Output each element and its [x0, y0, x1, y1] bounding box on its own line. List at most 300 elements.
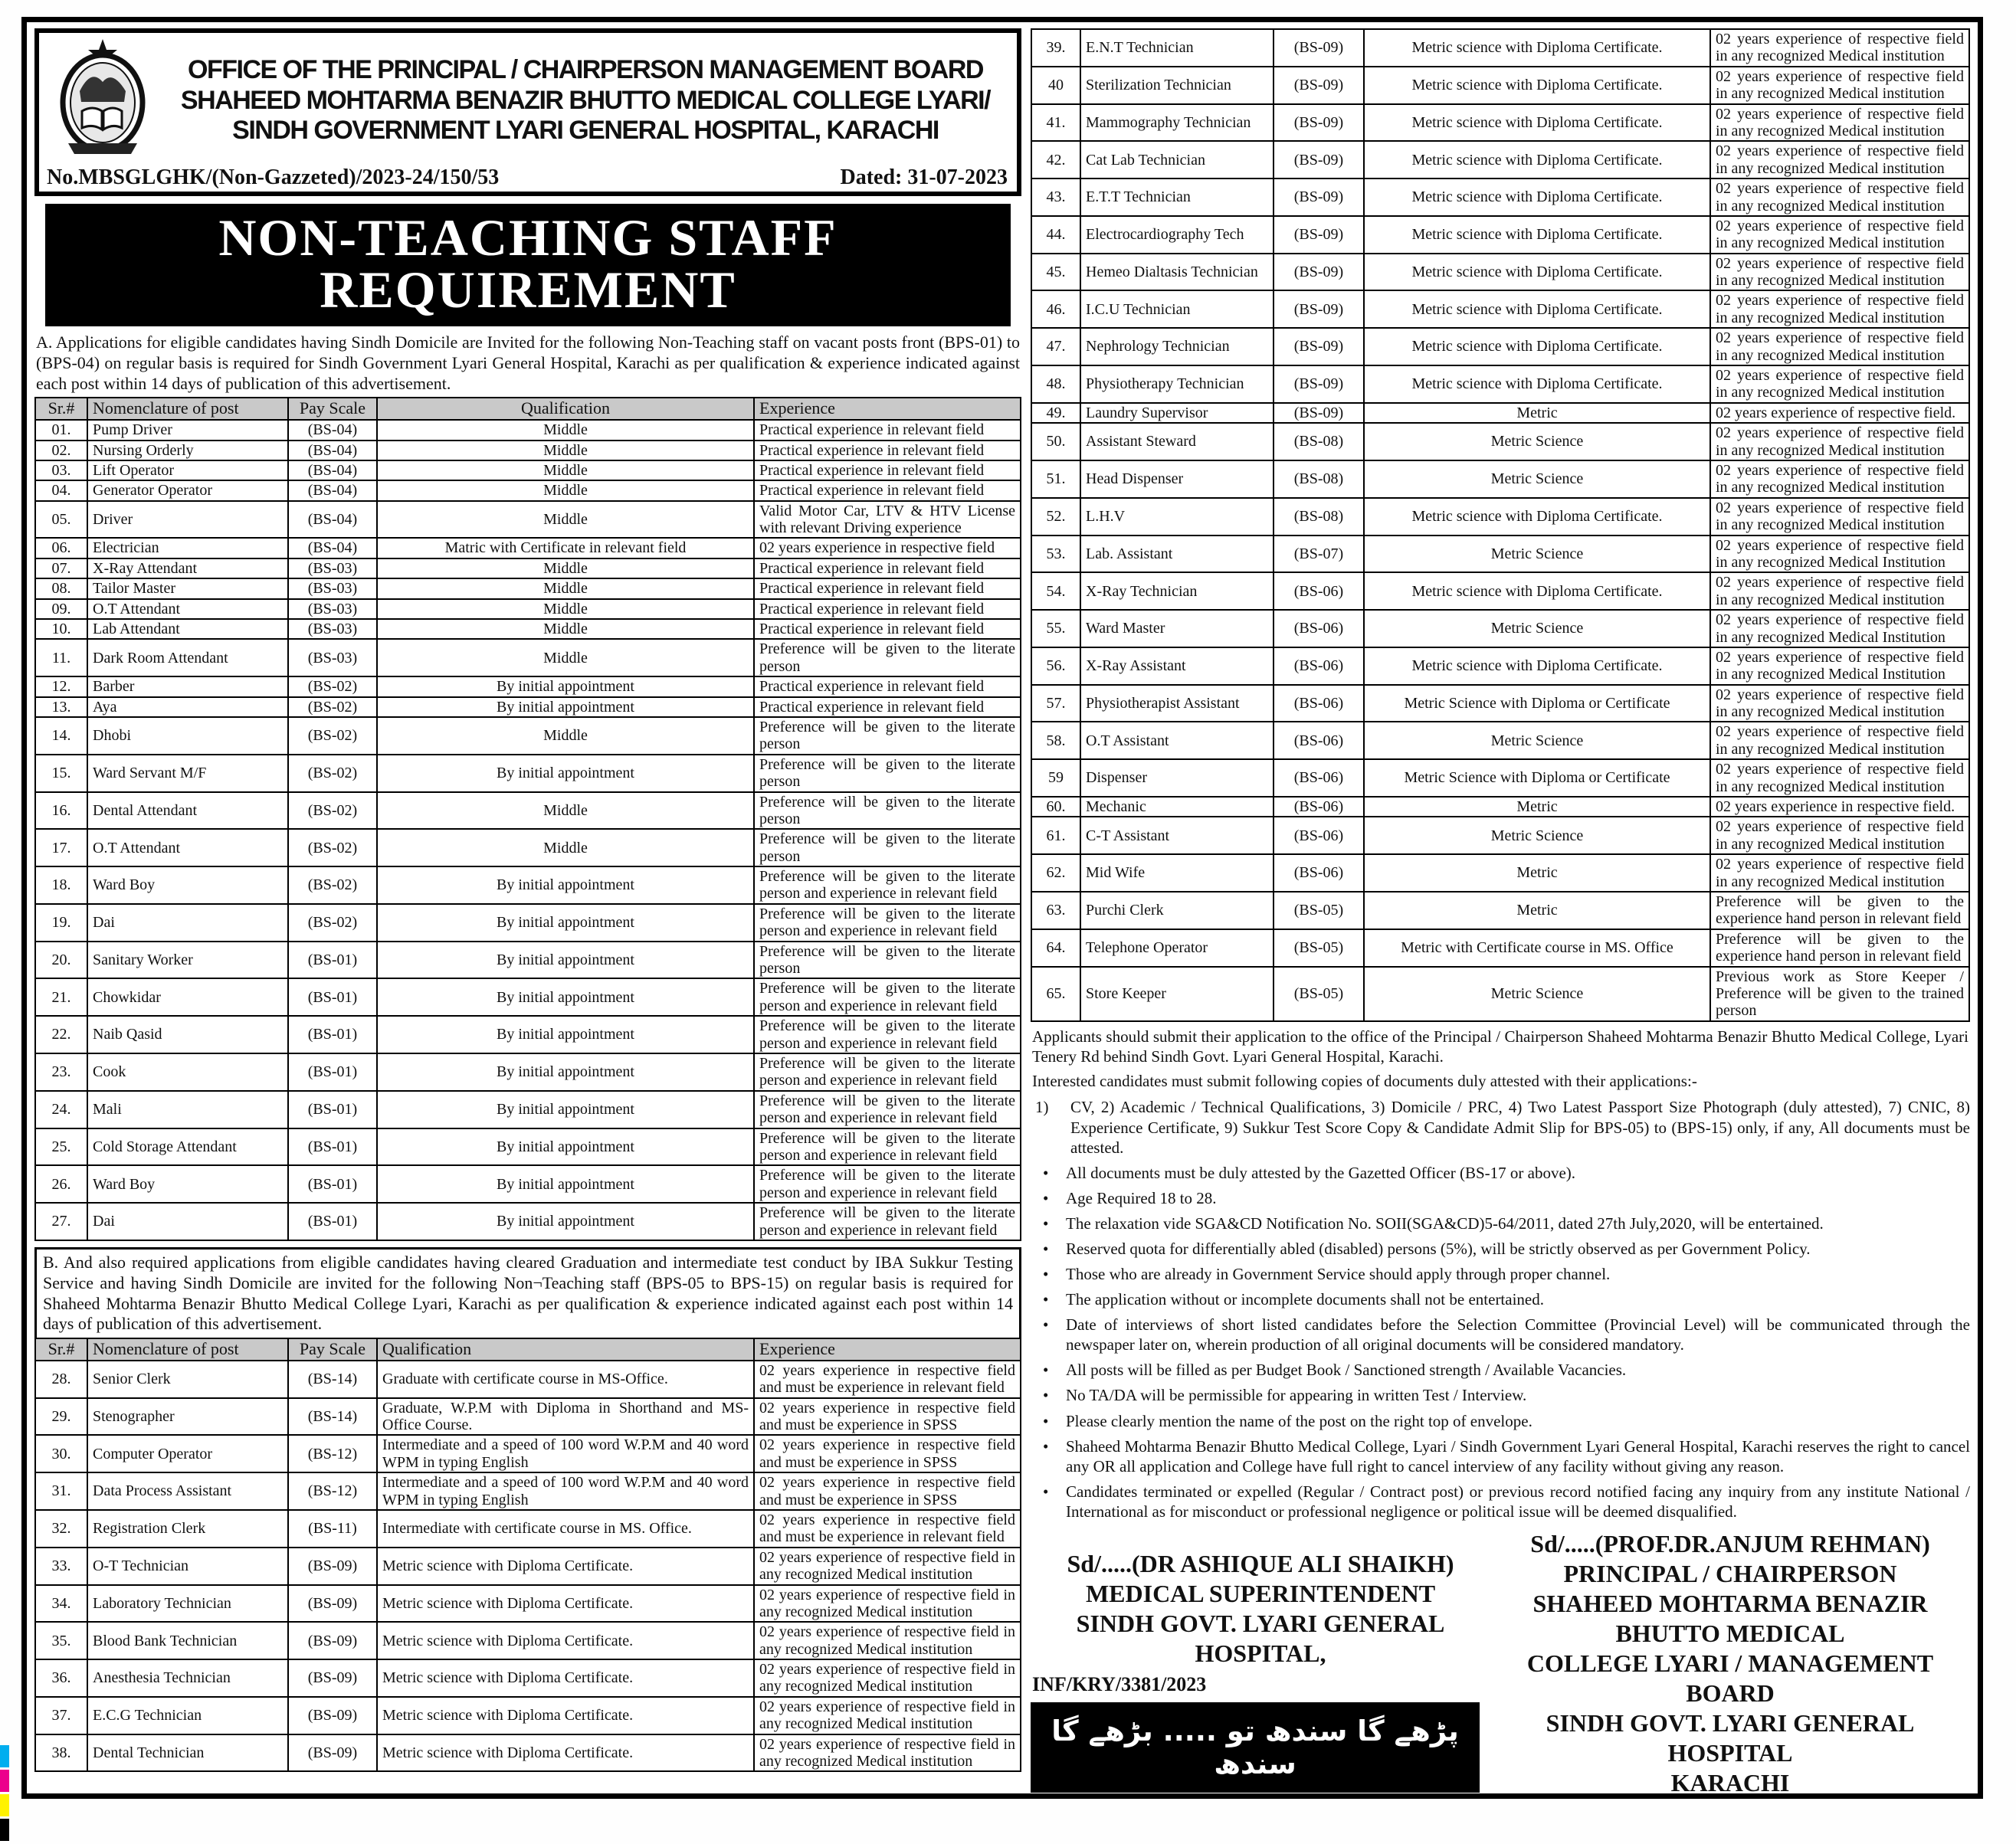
table-cell: 44.	[1031, 216, 1080, 254]
table-cell: 59	[1031, 759, 1080, 797]
signature-section	[1031, 1529, 1970, 1798]
table-cell: (BS-14)	[288, 1398, 377, 1436]
table-cell: Preference will be given to the literate person	[754, 942, 1021, 979]
table-cell: (BS-09)	[1274, 179, 1364, 216]
table-cell: Preference will be given to the literate person and experience in relevant field	[754, 1203, 1021, 1240]
left-column	[34, 28, 1021, 1787]
table-cell: I.C.U Technician	[1080, 290, 1274, 328]
table-cell: (BS-01)	[288, 1165, 377, 1203]
table-cell: 32.	[35, 1510, 87, 1548]
table-cell: 06.	[35, 538, 87, 558]
table-row	[1031, 722, 1969, 759]
table-cell: (BS-02)	[288, 829, 377, 866]
signature-line: SHAHEED MOHTARMA BENAZIR	[1532, 1589, 1928, 1617]
table-cell: (BS-02)	[288, 697, 377, 717]
table-cell: E.N.T Technician	[1080, 29, 1274, 67]
table-row	[35, 1361, 1021, 1398]
right-column	[1031, 28, 1970, 1797]
table-cell: By initial appointment	[377, 1016, 754, 1053]
office-title-line: OFFICE OF THE PRINCIPAL / CHAIRPERSON MANAGEMENT BOARD	[188, 55, 983, 85]
posts-table-b	[34, 1338, 1021, 1772]
table-cell: Preference will be given to the experience hand person in relevant field	[1710, 929, 1969, 967]
table-row	[35, 1091, 1021, 1128]
table-cell: Middle	[377, 639, 754, 676]
table-cell: Middle	[377, 441, 754, 460]
table-cell: Physiotherapy Technician	[1080, 365, 1274, 403]
table-row	[35, 755, 1021, 792]
table-row	[1031, 892, 1969, 929]
table-cell: 17.	[35, 829, 87, 866]
table-cell: Metric	[1364, 854, 1710, 892]
table-cell: Laundry Supervisor	[1080, 403, 1274, 423]
table-row	[1031, 67, 1969, 104]
table-cell: Nursing Orderly	[87, 441, 288, 460]
table-cell: By initial appointment	[377, 942, 754, 979]
table-cell: 14.	[35, 717, 87, 755]
signature-line: KARACHI	[1670, 1768, 1790, 1797]
section-b-intro: B. And also required applications from eligible candidates having cleared Graduation and intermediate test conduct by IBA Sukkur Testing Service and having Sindh Domicile are invited for the following Non¬Teaching staff (BPS-05 to BPS-15) on regular basis is required for Shaheed Mohtarma Benazir Bhutto Medical College Lyari, Karachi as per qualification & experience indicated against each post within 14 days of publication of this advertisement.	[34, 1247, 1021, 1338]
table-cell: Middle	[377, 480, 754, 500]
table-cell: (BS-11)	[288, 1510, 377, 1548]
table-cell: Preference will be given to the literate person and experience in relevant field	[754, 1053, 1021, 1091]
table-cell: 28.	[35, 1361, 87, 1398]
table-cell: Metric science with Diploma Certificate.	[1364, 29, 1710, 67]
table-cell: Stenographer	[87, 1398, 288, 1436]
table-cell: (BS-09)	[1274, 328, 1364, 365]
table-row	[35, 1659, 1021, 1697]
table-cell: Middle	[377, 619, 754, 639]
table-cell: Practical experience in relevant field	[754, 558, 1021, 578]
table-row	[35, 697, 1021, 717]
table-cell: Preference will be given to the literate person	[754, 717, 1021, 755]
table-cell: 02 years experience of respective field in any recognized Medical institution	[754, 1585, 1021, 1623]
table-cell: 54.	[1031, 572, 1080, 610]
table-cell: Metric science with Diploma Certificate.	[1364, 365, 1710, 403]
table-cell: Metric Science with Diploma or Certificate	[1364, 685, 1710, 722]
table-cell: Metric Science	[1364, 722, 1710, 759]
table-cell: Metric	[1364, 892, 1710, 929]
table-cell: 29.	[35, 1398, 87, 1436]
table-cell: 57.	[1031, 685, 1080, 722]
table-cell: 26.	[35, 1165, 87, 1203]
note-bullet: • The relaxation vide SGA&CD Notification No. SOII(SGA&CD)5-64/2011, dated 27th July,2020, will be entertained.	[1031, 1214, 1970, 1233]
table-cell: Practical experience in relevant field	[754, 578, 1021, 598]
table-cell: Assistant Steward	[1080, 423, 1274, 460]
table-cell: Preference will be given to the literate person and experience in relevant field	[754, 1128, 1021, 1166]
table-row	[1031, 572, 1969, 610]
table-cell: By initial appointment	[377, 1203, 754, 1240]
table-cell: By initial appointment	[377, 978, 754, 1016]
table-cell: (BS-04)	[288, 501, 377, 539]
table-cell: Sterilization Technician	[1080, 67, 1274, 104]
table-cell: Intermediate and a speed of 100 word W.P.M and 40 word WPM in typing English	[377, 1435, 754, 1472]
table-cell: (BS-08)	[1274, 460, 1364, 498]
table-cell: Mammography Technician	[1080, 104, 1274, 142]
table-cell: 02 years experience of respective field in any recognized Medical institution	[1710, 572, 1969, 610]
signature-line: MEDICAL SUPERINTENDENT	[1085, 1579, 1436, 1607]
table-cell: 04.	[35, 480, 87, 500]
table-cell: 02 years experience of respective field in any recognized Medical institution	[1710, 759, 1969, 797]
college-crest-logo	[45, 38, 162, 164]
table-row	[1031, 254, 1969, 291]
table-cell: 27.	[35, 1203, 87, 1240]
urdu-slogan-banner: پڑھے گا سندھ تو ..... بڑھے گا سندھ	[1031, 1702, 1480, 1793]
table-cell: Tailor Master	[87, 578, 288, 598]
table-cell: Physiotherapist Assistant	[1080, 685, 1274, 722]
table-cell: (BS-01)	[288, 978, 377, 1016]
table-cell: Metric science with Diploma Certificate.	[377, 1697, 754, 1734]
table-cell: Practical experience in relevant field	[754, 697, 1021, 717]
table-row	[35, 1203, 1021, 1240]
table-cell: 16.	[35, 792, 87, 830]
table-cell: 02 years experience of respective field in any recognized Medical Institution	[1710, 610, 1969, 647]
column-header: Sr.#	[35, 1338, 87, 1361]
table-row	[1031, 647, 1969, 685]
table-cell: 02 years experience of respective field in any recognized Medical institution	[1710, 498, 1969, 536]
table-row	[35, 1510, 1021, 1548]
table-cell: 03.	[35, 460, 87, 480]
table-cell: 18.	[35, 866, 87, 904]
table-cell: Metric science with Diploma Certificate.	[1364, 647, 1710, 685]
table-cell: 01.	[35, 420, 87, 440]
table-row	[35, 1016, 1021, 1053]
table-header-row	[35, 1338, 1021, 1361]
table-cell: Intermediate and a speed of 100 word W.P.M and 40 word WPM in typing English	[377, 1472, 754, 1510]
table-cell: Dental Technician	[87, 1734, 288, 1772]
table-row	[1031, 423, 1969, 460]
table-cell: Metric science with Diploma Certificate.	[1364, 104, 1710, 142]
table-cell: E.T.T Technician	[1080, 179, 1274, 216]
table-cell: Sanitary Worker	[87, 942, 288, 979]
table-cell: 11.	[35, 639, 87, 676]
note-bullet: • Date of interviews of short listed candidates before the Selection Committee (Provincial Level) will be communicated through the newspaper later on, wherein production of all original documents will be considered mandatory.	[1031, 1315, 1970, 1354]
table-cell: Metric Science	[1364, 610, 1710, 647]
table-row	[1031, 536, 1969, 573]
table-cell: Dental Attendant	[87, 792, 288, 830]
interested-paragraph: Interested candidates must submit following copies of documents duly attested with their applications:-	[1032, 1072, 1697, 1091]
table-cell: Middle	[377, 460, 754, 480]
table-cell: 02 years experience of respective field in any recognized Medical institution	[1710, 328, 1969, 365]
table-cell: (BS-09)	[1274, 141, 1364, 179]
table-row	[1031, 290, 1969, 328]
print-registration-marks	[0, 1745, 9, 1843]
table-cell: (BS-06)	[1274, 685, 1364, 722]
table-row	[1031, 216, 1969, 254]
table-cell: Lab Attendant	[87, 619, 288, 639]
table-cell: Cat Lab Technician	[1080, 141, 1274, 179]
table-row	[35, 441, 1021, 460]
table-cell: 02 years experience of respective field in any recognized Medical institution	[1710, 141, 1969, 179]
table-cell: (BS-09)	[288, 1622, 377, 1659]
notes-list	[1031, 1163, 1970, 1521]
table-cell: Metric science with Diploma Certificate.	[377, 1734, 754, 1772]
note-bullet: • The application without or incomplete documents shall not be entertained.	[1031, 1289, 1970, 1309]
table-cell: (BS-06)	[1274, 797, 1364, 817]
table-cell: Middle	[377, 558, 754, 578]
office-title-line: SINDH GOVERNMENT LYARI GENERAL HOSPITAL, KARACHI	[232, 116, 939, 146]
table-cell: Nephrology Technician	[1080, 328, 1274, 365]
table-cell: Laboratory Technician	[87, 1585, 288, 1623]
table-row	[35, 942, 1021, 979]
table-cell: Middle	[377, 420, 754, 440]
title-banner: NON-TEACHING STAFF REQUIREMENT	[45, 204, 1011, 326]
table-cell: (BS-09)	[288, 1697, 377, 1734]
table-cell: 65.	[1031, 967, 1080, 1021]
table-cell: 07.	[35, 558, 87, 578]
table-cell: 45.	[1031, 254, 1080, 291]
table-cell: 02 years experience of respective field in any recognized Medical institution	[1710, 67, 1969, 104]
table-row	[35, 676, 1021, 696]
table-row	[35, 538, 1021, 558]
table-cell: 50.	[1031, 423, 1080, 460]
table-cell: (BS-01)	[288, 1128, 377, 1166]
table-cell: 61.	[1031, 817, 1080, 854]
table-cell: Metric science with Diploma Certificate.	[1364, 572, 1710, 610]
table-cell: Previous work as Store Keeper / Preference will be given to the trained person	[1710, 967, 1969, 1021]
signature-line: COLLEGE LYARI / MANAGEMENT BOARD	[1526, 1649, 1934, 1707]
table-cell: By initial appointment	[377, 1128, 754, 1166]
table-cell: (BS-09)	[1274, 365, 1364, 403]
table-cell: 23.	[35, 1053, 87, 1091]
table-cell: Practical experience in relevant field	[754, 420, 1021, 440]
table-cell: (BS-03)	[288, 599, 377, 619]
column-header: Nomenclature of post	[87, 398, 288, 420]
table-cell: Practical experience in relevant field	[754, 480, 1021, 500]
table-cell: Middle	[377, 829, 754, 866]
table-cell: By initial appointment	[377, 904, 754, 942]
table-cell: Hemeo Dialtasis Technician	[1080, 254, 1274, 291]
table-row	[35, 1053, 1021, 1091]
table-row	[1031, 29, 1969, 67]
note-bullet: • Age Required 18 to 28.	[1031, 1188, 1970, 1208]
table-row	[35, 619, 1021, 639]
table-cell: Registration Clerk	[87, 1510, 288, 1548]
table-cell: 46.	[1031, 290, 1080, 328]
table-cell: 62.	[1031, 854, 1080, 892]
table-cell: Metric science with Diploma Certificate.	[377, 1585, 754, 1623]
table-cell: E.C.G Technician	[87, 1697, 288, 1734]
table-cell: (BS-09)	[1274, 290, 1364, 328]
table-cell: Metric science with Diploma Certificate.	[1364, 179, 1710, 216]
office-title-line: SHAHEED MOHTARMA BENAZIR BHUTTO MEDICAL COLLEGE LYARI/	[180, 85, 991, 115]
table-cell: 02 years experience of respective field in any recognized Medical institution	[754, 1659, 1021, 1697]
table-cell: (BS-08)	[1274, 423, 1364, 460]
table-row	[1031, 967, 1969, 1021]
table-cell: Ward Boy	[87, 1165, 288, 1203]
note-bullet: • Shaheed Mohtarma Benazir Bhutto Medical College, Lyari / Sindh Government Lyari General Hospital, Karachi reserves the right to cancel any OR all application and College have full right to cancel interview of any facility without giving any reason.	[1031, 1436, 1970, 1476]
table-row	[35, 1472, 1021, 1510]
table-cell: (BS-02)	[288, 866, 377, 904]
table-cell: Metric science with Diploma Certificate.	[1364, 254, 1710, 291]
table-row	[1031, 498, 1969, 536]
table-cell: (BS-06)	[1274, 817, 1364, 854]
column-header: Experience	[754, 398, 1021, 420]
table-cell: 42.	[1031, 141, 1080, 179]
table-cell: Metric Science	[1364, 536, 1710, 573]
table-cell: 47.	[1031, 328, 1080, 365]
table-cell: By initial appointment	[377, 866, 754, 904]
table-cell: (BS-06)	[1274, 854, 1364, 892]
table-cell: O.T Attendant	[87, 829, 288, 866]
table-cell: 43.	[1031, 179, 1080, 216]
signature-line: BHUTTO MEDICAL	[1615, 1619, 1845, 1647]
inf-number: INF/KRY/3381/2023	[1032, 1672, 1207, 1695]
table-cell: (BS-03)	[288, 558, 377, 578]
table-cell: 53.	[1031, 536, 1080, 573]
table-cell: O.T Attendant	[87, 599, 288, 619]
table-row	[1031, 759, 1969, 797]
table-cell: 02 years experience of respective field in any recognized Medical institution	[754, 1548, 1021, 1585]
table-cell: 02 years experience of respective field in any recognized Medical institution	[754, 1622, 1021, 1659]
table-cell: Middle	[377, 599, 754, 619]
table-cell: Graduate, W.P.M with Diploma in Shorthand and MS-Office Course.	[377, 1398, 754, 1436]
table-cell: (BS-02)	[288, 676, 377, 696]
table-cell: 37.	[35, 1697, 87, 1734]
table-cell: Ward Master	[1080, 610, 1274, 647]
table-cell: 02 years experience of respective field in any recognized Medical institution	[1710, 854, 1969, 892]
table-cell: 49.	[1031, 403, 1080, 423]
signature-line: PRINCIPAL / CHAIRPERSON	[1563, 1559, 1897, 1587]
black-mark	[0, 1819, 9, 1841]
table-cell: Dispenser	[1080, 759, 1274, 797]
table-cell: O.T Assistant	[1080, 722, 1274, 759]
table-cell: 02 years experience in respective field	[754, 538, 1021, 558]
table-cell: Dhobi	[87, 717, 288, 755]
table-cell: Lift Operator	[87, 460, 288, 480]
table-cell: Middle	[377, 717, 754, 755]
table-cell: (BS-09)	[1274, 29, 1364, 67]
note-bullet: • Those who are already in Government Service should apply through proper channel.	[1031, 1264, 1970, 1284]
table-cell: 02 years experience of respective field in any recognized Medical institution	[754, 1734, 1021, 1772]
cyan-mark	[0, 1745, 9, 1767]
table-cell: 02 years experience of respective field in any recognized Medical institution	[1710, 817, 1969, 854]
posts-table-a	[34, 397, 1021, 1240]
table-cell: (BS-01)	[288, 1016, 377, 1053]
table-row	[35, 866, 1021, 904]
table-cell: 25.	[35, 1128, 87, 1166]
table-cell: Electrician	[87, 538, 288, 558]
table-cell: 19.	[35, 904, 87, 942]
table-cell: 13.	[35, 697, 87, 717]
table-cell: Data Process Assistant	[87, 1472, 288, 1510]
table-cell: (BS-02)	[288, 904, 377, 942]
table-cell: Mali	[87, 1091, 288, 1128]
table-cell: 31.	[35, 1472, 87, 1510]
table-cell: Valid Motor Car, LTV & HTV License with relevant Driving experience	[754, 501, 1021, 539]
table-cell: Preference will be given to the literate person and experience in relevant field	[754, 1091, 1021, 1128]
table-cell: 64.	[1031, 929, 1080, 967]
dated-label: Dated: 31-07-2023	[840, 165, 1008, 189]
table-cell: Computer Operator	[87, 1435, 288, 1472]
table-row	[35, 1548, 1021, 1585]
table-cell: (BS-06)	[1274, 647, 1364, 685]
column-header: Pay Scale	[288, 398, 377, 420]
table-cell: 02 years experience of respective field in any recognized Medical institution	[1710, 365, 1969, 403]
table-cell: 35.	[35, 1622, 87, 1659]
table-cell: (BS-01)	[288, 942, 377, 979]
table-cell: 02 years experience of respective field in any recognized Medical institution	[1710, 216, 1969, 254]
table-cell: 02 years experience of respective field in any recognized Medical institution	[1710, 722, 1969, 759]
posts-table-continued	[1031, 28, 1970, 1022]
table-row	[1031, 685, 1969, 722]
table-cell: Preference will be given to the literate person	[754, 792, 1021, 830]
table-cell: (BS-05)	[1274, 967, 1364, 1021]
table-cell: Middle	[377, 792, 754, 830]
table-cell: L.H.V	[1080, 498, 1274, 536]
table-cell: Metric science with Diploma Certificate.	[377, 1548, 754, 1585]
table-cell: (BS-09)	[1274, 104, 1364, 142]
table-cell: Mechanic	[1080, 797, 1274, 817]
table-cell: 02 years experience of respective field in any recognized Medical institution	[1710, 29, 1969, 67]
table-cell: (BS-12)	[288, 1435, 377, 1472]
table-row	[35, 1585, 1021, 1623]
table-cell: Preference will be given to the literate person and experience in relevant field	[754, 978, 1021, 1016]
table-cell: 60.	[1031, 797, 1080, 817]
table-cell: Dai	[87, 1203, 288, 1240]
table-cell: 02 years experience of respective field in any recognized Medical institution	[754, 1697, 1021, 1734]
table-cell: 02 years experience in respective field and must be experience in SPSS	[754, 1435, 1021, 1472]
table-cell: 02 years experience of respective field in any recognized Medical institution	[1710, 423, 1969, 460]
table-cell: Metric with Certificate course in MS. Office	[1364, 929, 1710, 967]
table-cell: 63.	[1031, 892, 1080, 929]
table-cell: 08.	[35, 578, 87, 598]
table-cell: 02 years experience of respective field in any recognized Medical institution	[1710, 179, 1969, 216]
table-cell: Lab. Assistant	[1080, 536, 1274, 573]
table-row	[35, 480, 1021, 500]
table-row	[35, 829, 1021, 866]
table-cell: 56.	[1031, 647, 1080, 685]
table-row	[1031, 460, 1969, 498]
table-cell: 55.	[1031, 610, 1080, 647]
table-cell: (BS-04)	[288, 538, 377, 558]
table-row	[35, 978, 1021, 1016]
signature-left	[1031, 1529, 1490, 1793]
section-a-intro: A. Applications for eligible candidates having Sindh Domicile are Invited for the following Non-Teaching staff on vacant posts front (BPS-01) to (BPS-04) on regular basis is required for Sindh Government Lyari General Hospital, Karachi as per qualification & experience indicated against each post within 14 days of publication of this advertisement.	[36, 332, 1020, 393]
signature-right	[1490, 1529, 1970, 1798]
table-cell: (BS-09)	[288, 1659, 377, 1697]
table-cell: Dark Room Attendant	[87, 639, 288, 676]
table-cell: Practical experience in relevant field	[754, 441, 1021, 460]
table-cell: Practical experience in relevant field	[754, 460, 1021, 480]
table-cell: (BS-03)	[288, 639, 377, 676]
table-row	[35, 1622, 1021, 1659]
table-cell: 02 years experience in respective field and must be experience in relevant field	[754, 1510, 1021, 1548]
table-cell: (BS-05)	[1274, 892, 1364, 929]
table-cell: Preference will be given to the literate person and experience in relevant field	[754, 1016, 1021, 1053]
table-row	[35, 1697, 1021, 1734]
table-cell: 24.	[35, 1091, 87, 1128]
table-cell: 02 years experience of respective field in any recognized Medical institution	[1710, 685, 1969, 722]
table-cell: Purchi Clerk	[1080, 892, 1274, 929]
table-row	[35, 1435, 1021, 1472]
table-cell: Metric Science	[1364, 967, 1710, 1021]
table-cell: Dai	[87, 904, 288, 942]
table-cell: (BS-07)	[1274, 536, 1364, 573]
table-cell: (BS-09)	[1274, 67, 1364, 104]
documents-item-number: 1)	[1035, 1098, 1049, 1117]
table-cell: 02 years experience in respective field.	[1710, 797, 1969, 817]
table-cell: X-Ray Technician	[1080, 572, 1274, 610]
table-cell: Matric with Certificate in relevant field	[377, 538, 754, 558]
table-cell: (BS-01)	[288, 1053, 377, 1091]
column-header: Nomenclature of post	[87, 1338, 288, 1361]
table-cell: (BS-02)	[288, 792, 377, 830]
table-cell: 38.	[35, 1734, 87, 1772]
table-cell: By initial appointment	[377, 755, 754, 792]
table-cell: 02 years experience in respective field and must be experience in SPSS	[754, 1472, 1021, 1510]
table-cell: 02 years experience of respective field.	[1710, 403, 1969, 423]
table-cell: Cold Storage Attendant	[87, 1128, 288, 1166]
